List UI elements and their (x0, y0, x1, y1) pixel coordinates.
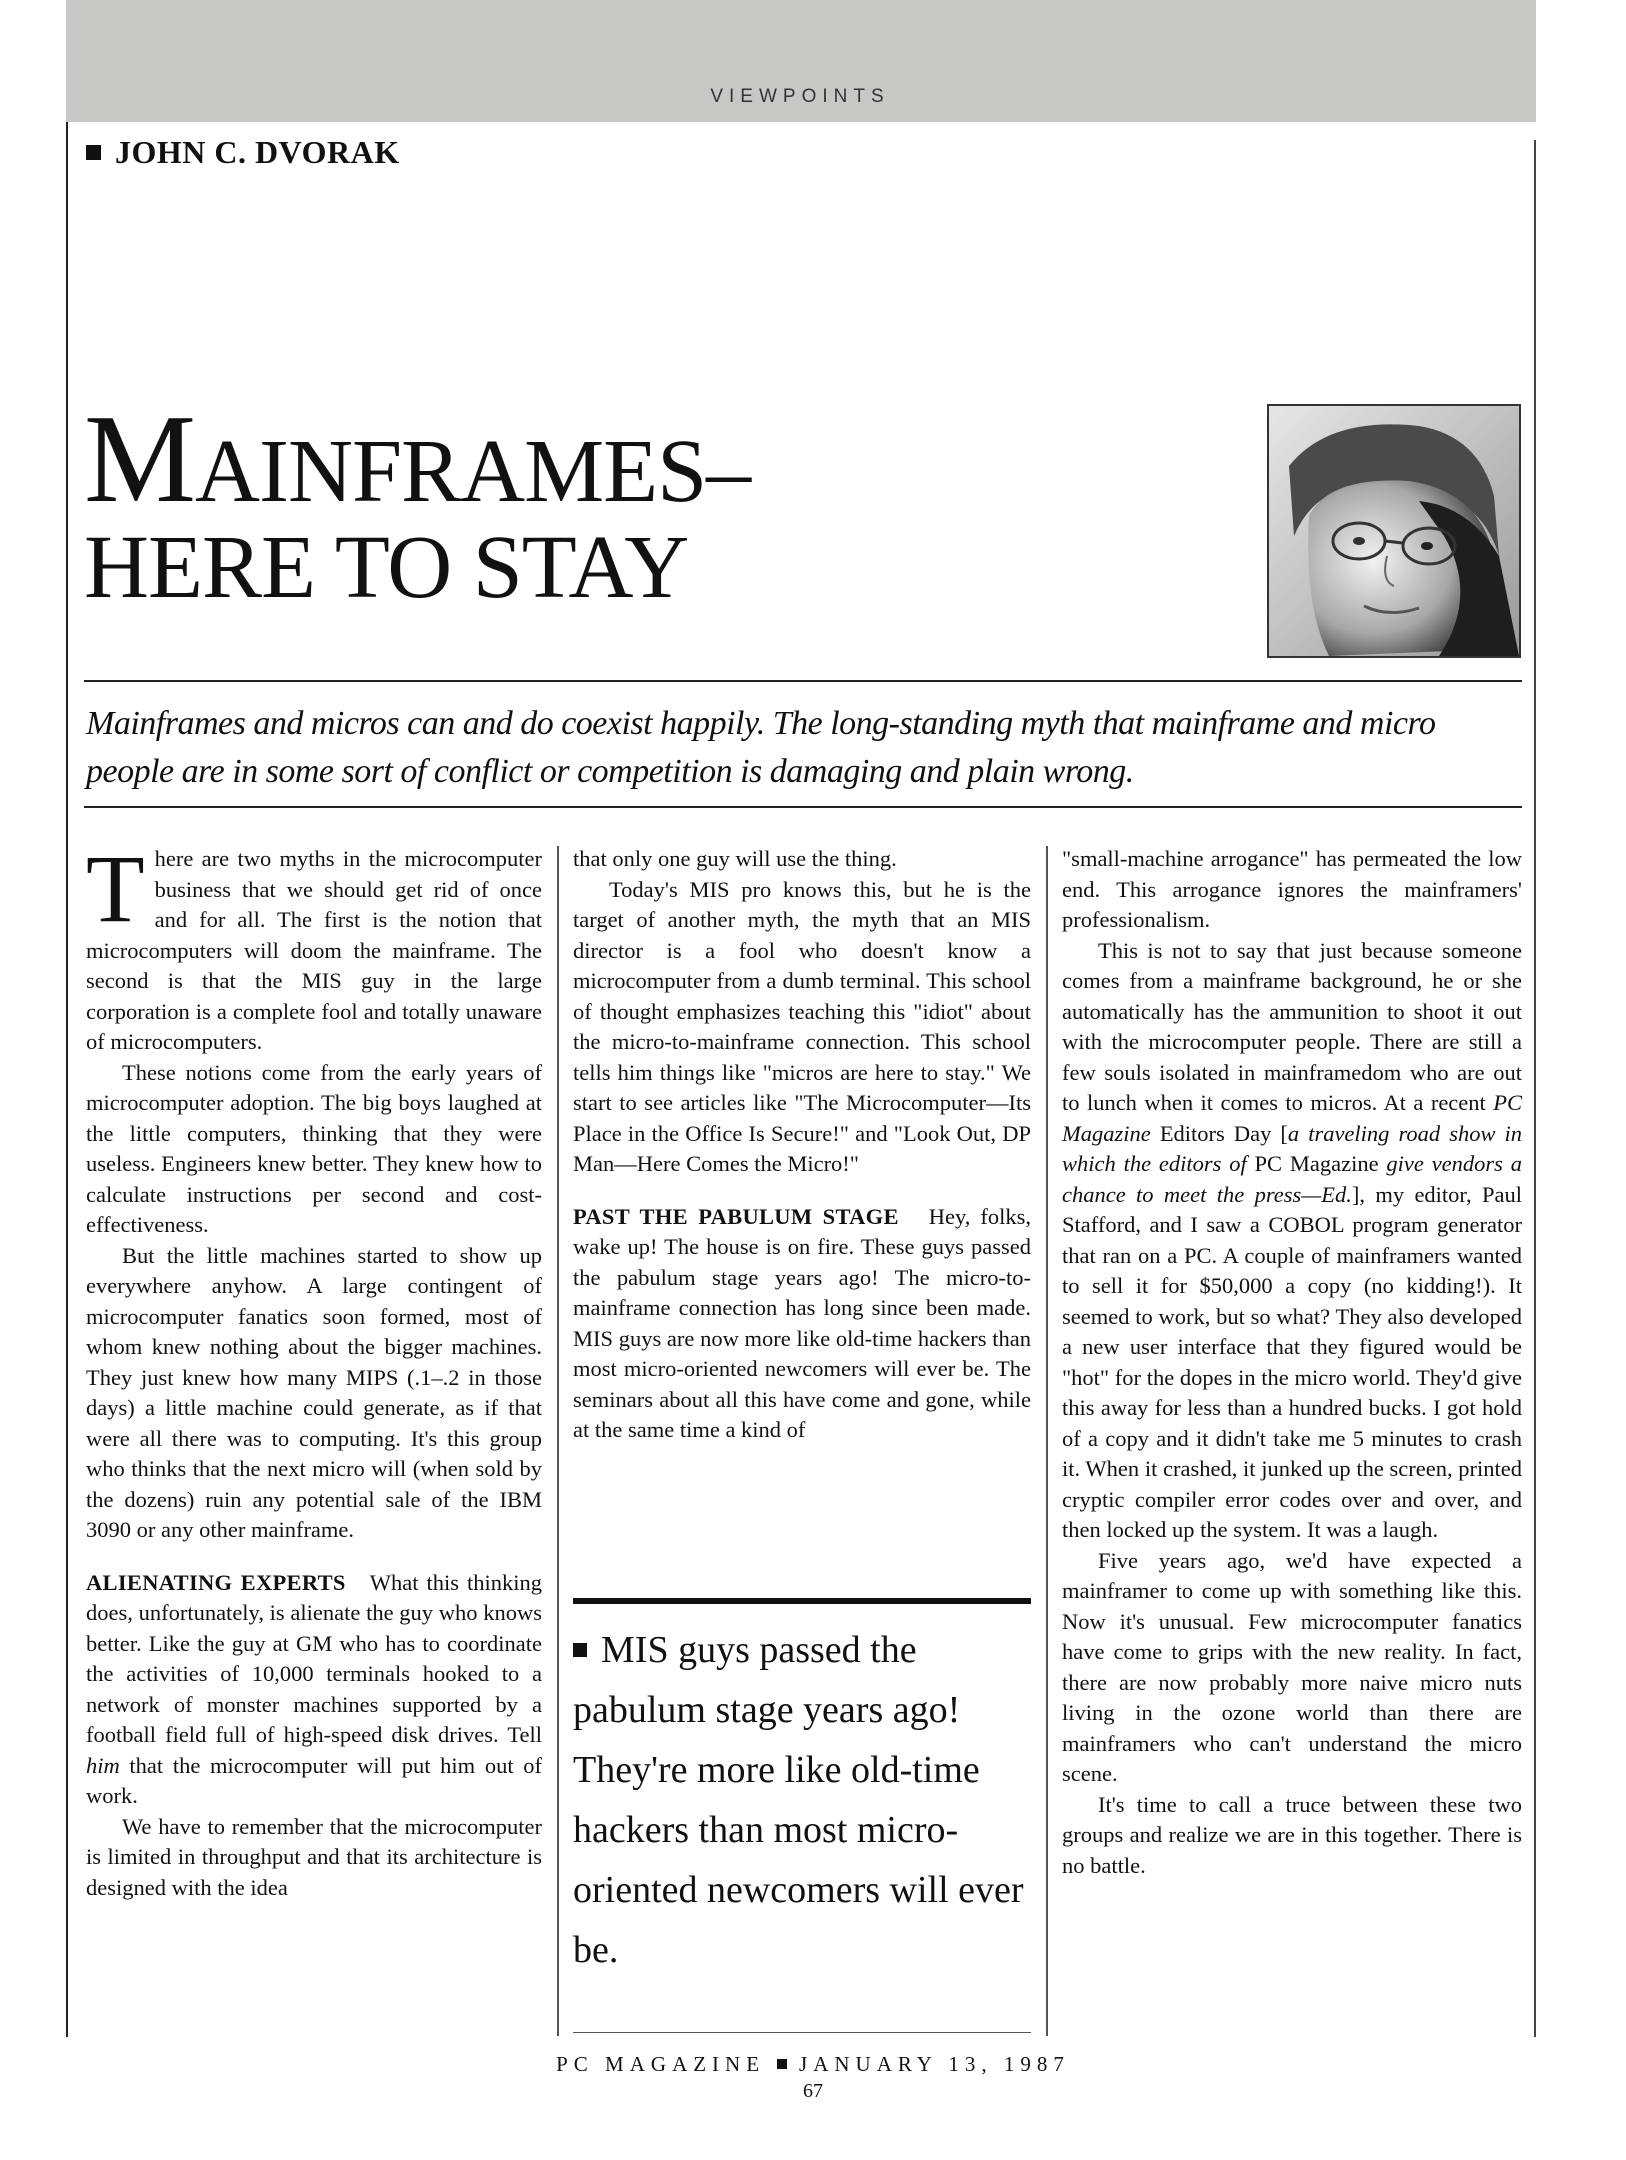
paragraph: Today's MIS pro knows this, but he is the target of another myth, the myth that an MIS director is a fool who doesn't know a microcomputer from a dumb terminal. This school of thought emphasizes teaching this "idiot" about the micro-to-mainframe connection. This school tells him things like "micros are here to stay." We start to see articles like "The Microcomputer—Its Place in the Office Is Secure!" and "Look Out, DP Man—Here Comes the Micro!" (573, 876, 1031, 1176)
left-column-rule (66, 122, 68, 2037)
right-column-rule (1534, 140, 1536, 2037)
pullquote-top-rule (573, 1598, 1031, 1604)
author-photo (1267, 404, 1521, 658)
page-number: 67 (803, 2080, 823, 2102)
paragraph-text: Hey, folks, wake up! The house is on fire. These guys passed the pabulum stage years ago! The micro-to-mainframe connection has long since been made. MIS guys are now more like old-time hackers than most micro-oriented newcomers will ever be. The seminars about all this have come and gone, while at the same time a kind of (573, 1203, 1031, 1442)
article-column-3 (1062, 844, 1522, 1881)
pullquote-bottom-rule (573, 2032, 1031, 2033)
author-portrait-image (1269, 406, 1519, 656)
article-column-1 (86, 835, 542, 1903)
headline-line-1-rest: AINFRAMES– (195, 422, 751, 521)
paragraph: It's time to call a truce between these two groups and realize we are in this together. There is no battle. (1062, 1791, 1522, 1878)
footer-date: JANUARY 13, 1987 (799, 2052, 1070, 2076)
bullet-icon (777, 2059, 787, 2069)
paragraph-text: ], my editor, Paul Stafford, and I saw a COBOL program generator that ran on a PC. A couple of mainframers wanted to sell it for $50,000 a copy (no kidding!). It seemed to work, but so what? They also developed a new user interface that they figured would be "hot" for the dopes in the micro world. They'd give this away for less than a hundred bucks. I got hold of a copy and it didn't take me 5 minutes to crash it. When it crashed, it junked up the screen, printed cryptic compiler error codes over and over, and then locked up the system. It was a laugh. (1062, 1181, 1523, 1542)
deck-bottom-rule (84, 806, 1522, 808)
paragraph: "small-machine arrogance" has permeated the low end. This arrogance ignores the mainframers' professionalism. (1062, 846, 1522, 932)
paragraph: that only one guy will use the thing. (573, 846, 897, 871)
paragraph: We have to remember that the microcomputer is limited in throughput and that its architecture is designed with the idea (86, 1813, 542, 1900)
paragraph (86, 1568, 542, 1812)
page-footer (0, 2052, 1626, 2077)
article-column-2 (573, 844, 1031, 1446)
magazine-name: PC Magazine (1062, 1090, 1522, 1146)
paragraph (86, 835, 542, 1058)
column-divider-2 (1046, 846, 1048, 2036)
pullquote-text: MIS guys passed the pabulum stage years ago! They're more like old-time hackers than most micro-oriented newcomers will ever be. (573, 1629, 1024, 1971)
paragraph-text: What this thinking does, unfortunately, is alienate the guy who knows better. Like the guy at GM who has to coordinate the activities of 10,000 terminals hooked to a network of monster machines supported by a football field full of high-speed disk drives. Tell (86, 1569, 542, 1747)
bullet-icon (86, 145, 101, 160)
editor-note: give vendors a chance to meet the press—Ed. (1062, 1151, 1523, 1207)
emphasis: him (86, 1752, 120, 1778)
paragraph: But the little machines started to show up everywhere anyhow. A large contingent of microcomputer fanatics soon formed, most of whom knew nothing about the bigger machines. They just knew how many MIPS (.1–.2 in those days) a little machine could generate, as if that were all there was to computing. It's this group who thinks that the next micro will (when sold by the dozens) ruin any potential sale of the IBM 3090 or any other mainframe. (86, 1242, 542, 1542)
headline-initial: M (84, 390, 196, 529)
section-label: VIEWPOINTS (710, 86, 890, 107)
author-name: JOHN C. DVORAK (115, 134, 400, 170)
deck-summary: Mainframes and micros can and do coexist happily. The long-standing myth that mainframe and micro people are in some sort of conflict or competition is damaging and plain wrong. (86, 705, 1436, 790)
subhead: ALIENATING EXPERTS (86, 1569, 346, 1595)
paragraph-text: This is not to say that just because someone comes from a mainframe background, he or she automatically has the ammunition to shoot it out with the microcomputer people. There are still a few souls isolated in mainframedom who are out to lunch when it comes to micros. At a recent (1062, 937, 1522, 1115)
paragraph (1062, 936, 1522, 1546)
paragraph-text: here are two myths in the microcomputer business that we should get rid of once and for all. The first is the notion that microcomputers will doom the mainframe. The second is that the MIS guy in the large corporation is a complete fool and totally unaware of microcomputers. (86, 846, 542, 1054)
paragraph: Five years ago, we'd have expected a mainframer to come up with something like this. Now it's unusual. Few microcomputer fanatics have come to grips with the new reality. In fact, there are now probably more naive micro nuts living in the ozone world than there are mainframers who can't understand the micro scene. (1062, 1547, 1522, 1786)
drop-cap: T (86, 835, 145, 942)
deck-top-rule (84, 680, 1522, 682)
subhead: PAST THE PABULUM STAGE (573, 1203, 899, 1229)
paragraph: These notions come from the early years of microcomputer adoption. The big boys laughed at the little computers, thinking that they were useless. Engineers knew better. They knew how to calculate instructions per second and cost-effectiveness. (86, 1059, 542, 1237)
column-divider-1 (557, 846, 559, 2036)
author-byline (86, 134, 400, 171)
paragraph-text: that the microcomputer will put him out of work. (86, 1752, 542, 1808)
headline-line-2: HERE TO STAY (84, 518, 689, 617)
paragraph (573, 1202, 1031, 1446)
footer-magazine: PC MAGAZINE (556, 2052, 766, 2076)
headline (84, 390, 751, 617)
magazine-name: PC Magazine (1254, 1151, 1379, 1176)
editor-note: a traveling road show in which the editors of (1062, 1120, 1523, 1176)
headline-line-1 (84, 390, 751, 529)
paragraph-text: Editors Day [ (1159, 1120, 1288, 1146)
bullet-icon (573, 1643, 587, 1657)
pullquote (573, 1620, 1033, 1980)
